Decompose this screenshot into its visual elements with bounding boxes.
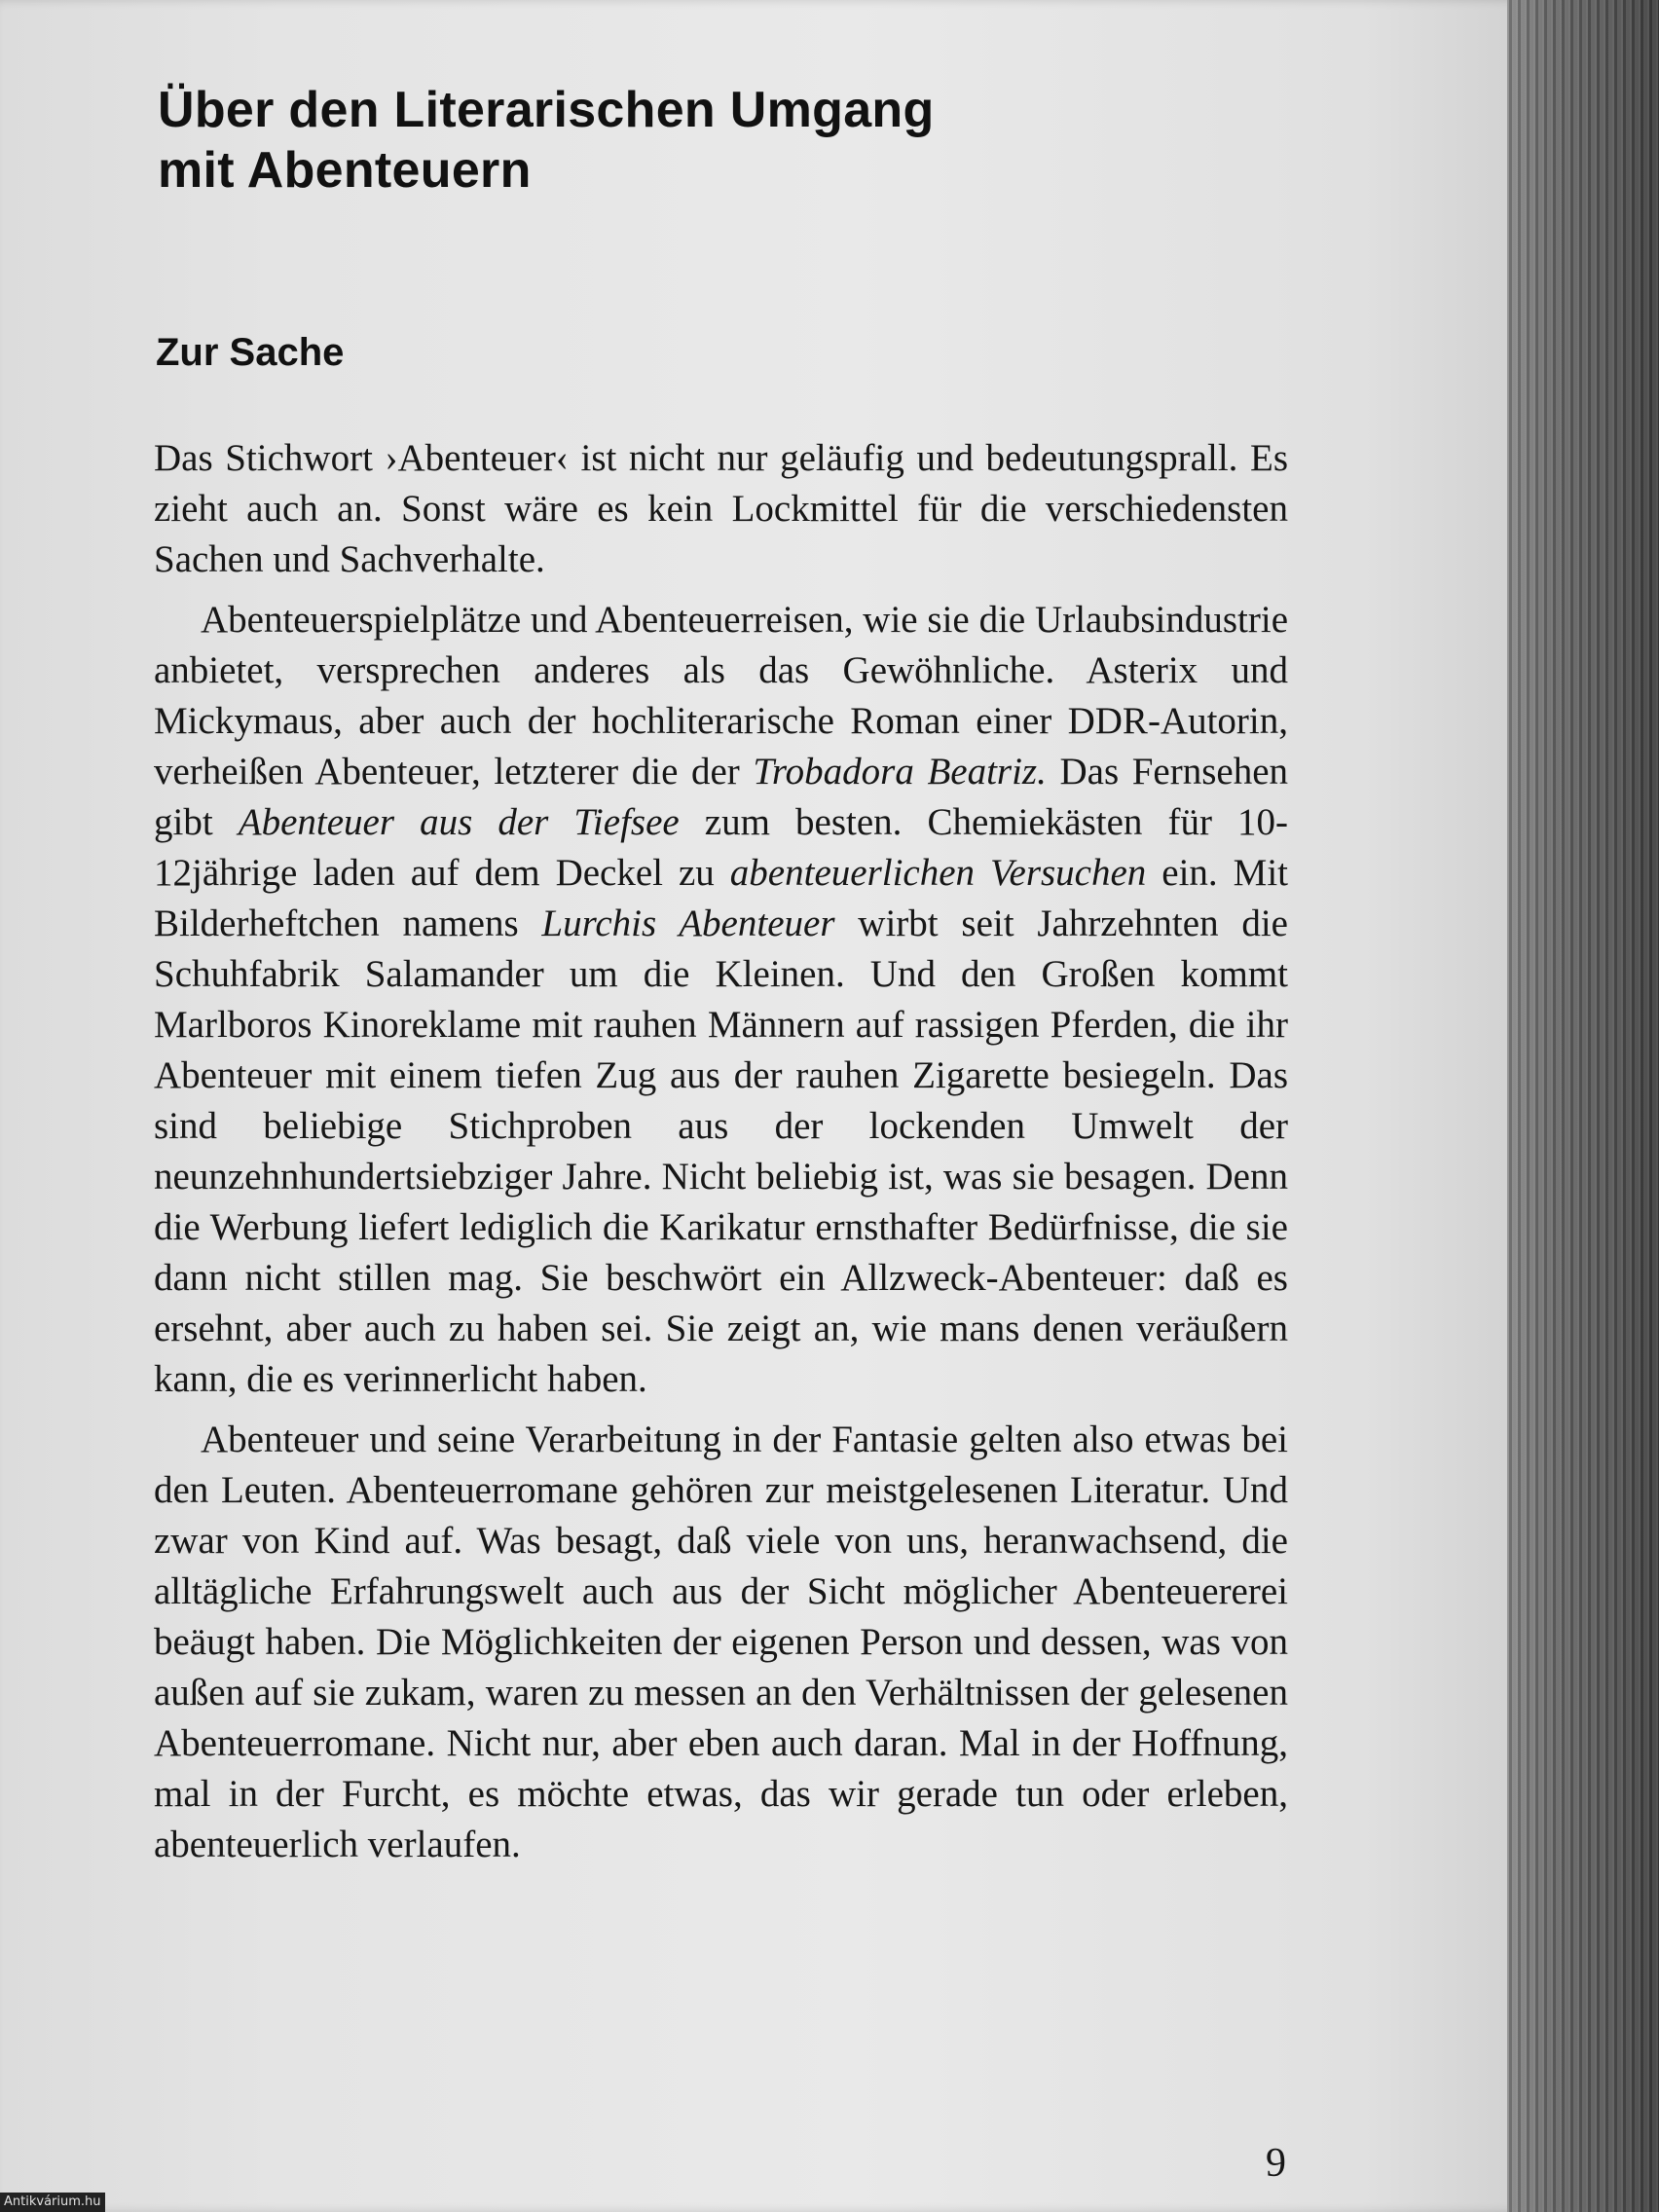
chapter-title-line-1: Über den Literarischen Umgang [158, 82, 935, 138]
book-spine [1507, 0, 1659, 2212]
text-run: wirbt seit Jahrzehnten die Schuhfabrik Salamander um die Kleinen. Und den Großen kommt Marlboros Kinoreklame mit rauhen Männern auf rassigen Pferden, die ihr Abenteuer mit einem tiefen Zug aus der rauhen Zigarette besiegeln. Das sind beliebige Stichproben aus der lockenden Umwelt der neunzehnhundertsiebziger Jahre. Nicht beliebig ist, was sie besagen. Denn die Werbung liefert lediglich die Karikatur ernsthafter Bedürfnisse, die sie dann nicht stillen mag. Sie beschwört ein Allzweck-Abenteuer: daß es ersehnt, aber auch zu haben sei. Sie zeigt an, wie mans denen veräußern kann, die es verinnerlicht haben. [154, 903, 1288, 1400]
watermark-label: Antikvárium.hu [0, 2193, 105, 2212]
section-heading: Zur Sache [156, 331, 345, 374]
page-number: 9 [1266, 2141, 1286, 2186]
text-run: ein. Mit Bilderheftchen namens [154, 852, 1288, 944]
text-run: Abenteuerspielplätze und Abenteuerreisen, wie sie die Urlaubsindustrie anbietet, versprechen anderes als das Gewöhnliche. Asterix und Mickymaus, aber auch der hochliterarische Roman einer DDR-Autorin, verheißen Abenteuer, letzterer die der [154, 599, 1288, 793]
italic-title-run: Abenteuer aus der Tiefsee [238, 801, 680, 843]
paragraph [154, 433, 1288, 585]
paragraph [154, 595, 1288, 1405]
paragraph [154, 1415, 1288, 1870]
text-run: zum besten. Chemiekästen für 10-12jährige laden auf dem Deckel zu [154, 801, 1289, 894]
text-run: Abenteuer und seine Verarbeitung in der Fantasie gelten also etwas bei den Leuten. Abenteuerromane gehören zur meistgelesenen Literatur. Und zwar von Kind auf. Was besagt, daß viele von uns, heranwachsend, die alltägliche Erfahrungswelt auch aus der Sicht möglicher Abenteuererei beäugt haben. Die Möglichkeiten der eigenen Person und dessen, was von außen auf sie zukam, waren zu messen an den Verhältnissen der gelesenen Abenteuerromane. Nicht nur, aber eben auch daran. Mal in der Hoffnung, mal in der Furcht, es möchte etwas, das wir gerade tun oder erleben, abenteuerlich verlaufen. [154, 1419, 1288, 1865]
text-run: Das Stichwort ›Abenteuer‹ ist nicht nur geläufig und bedeutungsprall. Es zieht auch an. Sonst wäre es kein Lockmittel für die verschiedensten Sachen und Sachverhalte. [154, 437, 1288, 580]
italic-title-run: Trobadora Beatriz. [753, 751, 1047, 793]
text-run: Das Fernsehen gibt [154, 751, 1289, 843]
chapter-title [158, 80, 935, 201]
body-text [154, 433, 1288, 1870]
chapter-title-line-2: mit Abenteuern [158, 142, 532, 199]
italic-title-run: abenteuerlichen Versuchen [729, 852, 1147, 894]
italic-title-run: Lurchis Abenteuer [541, 903, 835, 944]
